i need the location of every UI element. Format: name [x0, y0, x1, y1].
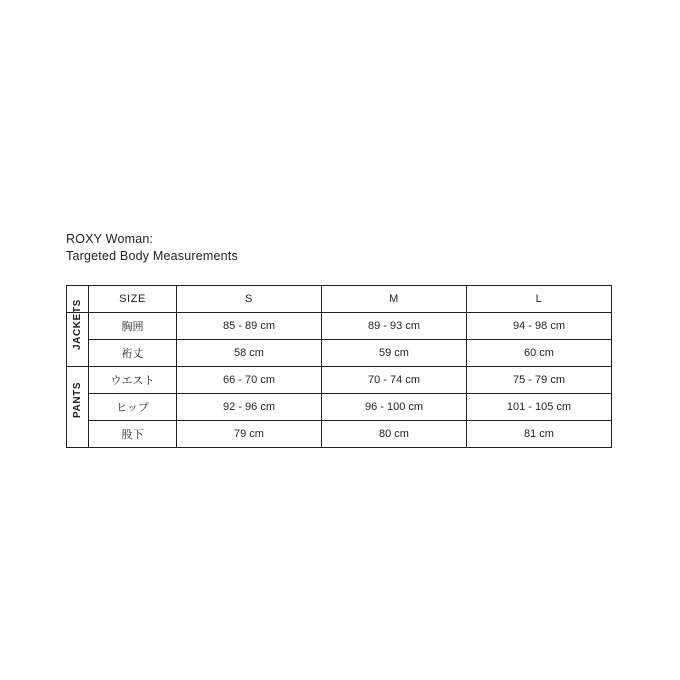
size-table — [66, 285, 612, 448]
cell-waist-s: 66 - 70 cm — [177, 367, 322, 394]
header-column-s: S — [177, 286, 322, 313]
size-table-wrap — [66, 285, 611, 448]
header-column-m: M — [322, 286, 467, 313]
cell-bust-l: 94 - 98 cm — [467, 313, 612, 340]
table-row — [67, 340, 612, 367]
table-row — [67, 313, 612, 340]
cell-bust-m: 89 - 93 cm — [322, 313, 467, 340]
title-line-2: Targeted Body Measurements — [66, 249, 238, 263]
cell-waist-m: 70 - 74 cm — [322, 367, 467, 394]
table-row — [67, 367, 612, 394]
cell-sleeve-s: 58 cm — [177, 340, 322, 367]
cell-inseam-l: 81 cm — [467, 421, 612, 448]
cell-hip-l: 101 - 105 cm — [467, 394, 612, 421]
cell-hip-m: 96 - 100 cm — [322, 394, 467, 421]
row-label-bust: 胸囲 — [89, 313, 177, 340]
cell-inseam-m: 80 cm — [322, 421, 467, 448]
table-row — [67, 394, 612, 421]
header-column-l: L — [467, 286, 612, 313]
group-label-pants-text: PANTS — [72, 381, 83, 418]
cell-inseam-s: 79 cm — [177, 421, 322, 448]
header-size-label: SIZE — [89, 286, 177, 313]
page-title — [66, 231, 238, 265]
cell-bust-s: 85 - 89 cm — [177, 313, 322, 340]
cell-waist-l: 75 - 79 cm — [467, 367, 612, 394]
title-line-1: ROXY Woman: — [66, 232, 154, 246]
group-label-jackets-text: JACKETS — [72, 299, 83, 350]
row-label-sleeve: 裄丈 — [89, 340, 177, 367]
cell-hip-s: 92 - 96 cm — [177, 394, 322, 421]
cell-sleeve-m: 59 cm — [322, 340, 467, 367]
row-label-waist: ウエスト — [89, 367, 177, 394]
row-label-inseam: 股下 — [89, 421, 177, 448]
table-header-row — [67, 286, 612, 313]
cell-sleeve-l: 60 cm — [467, 340, 612, 367]
table-row — [67, 421, 612, 448]
row-label-hip: ヒップ — [89, 394, 177, 421]
group-label-pants — [67, 367, 89, 448]
group-label-jackets — [67, 299, 89, 367]
